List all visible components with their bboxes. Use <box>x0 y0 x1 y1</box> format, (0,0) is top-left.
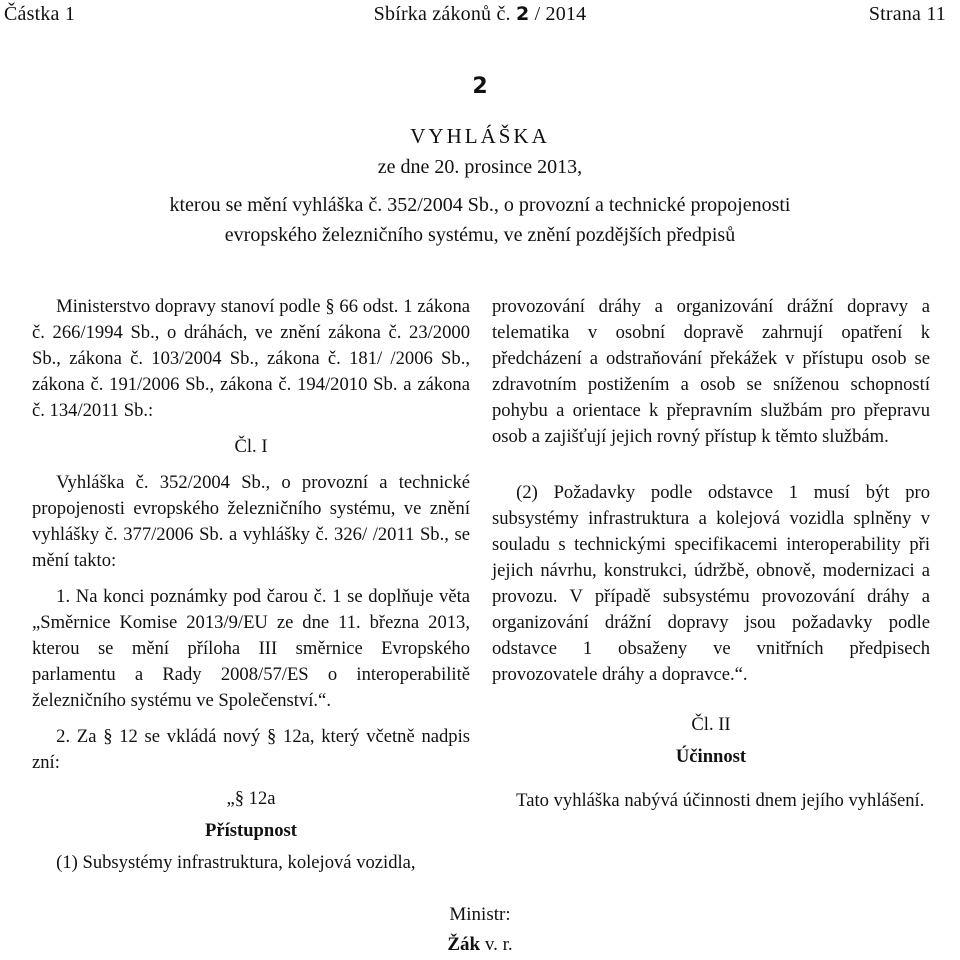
amendment-point-1: 1. Na konci poznámky pod čarou č. 1 se doplňuje věta „Směrnice Komise 2013/9/EU ze dne 11. března 2013, kterou se mění příloha III směrnice Evropského parlamentu a Rady 2008/57/ES o interoperabilitě železničního systému ve Společenství.“. <box>32 586 470 711</box>
header-collection <box>0 3 960 26</box>
section-12a-paragraph-2: (2) Požadavky podle odstavce 1 musí být pro subsystémy infrastruktura a kolejová vozidla splněny v souladu s technickými specifikacemi interoperability při jejich návrhu, konstrukci, údržbě, obnově, modernizaci a provozu. V případě subsystému provozování dráhy a organizování drážní dopravy jsou požadavky podle odstavce 1 obsaženy ve vnitřních předpisech provozovatele dráhy a dopravce.“. <box>492 482 930 685</box>
document-date: ze dne 20. prosince 2013, <box>377 156 583 178</box>
left-column <box>32 294 470 876</box>
header-collection-title: Sbírka zákonů č. <box>373 3 511 25</box>
amendment-point-2: 2. Za § 12 se vkládá nový § 12a, který včetně nadpis zní: <box>32 726 470 773</box>
accessibility-heading: Přístupnost <box>205 820 297 841</box>
effect-heading: Účinnost <box>675 746 747 767</box>
article-2-heading: Čl. II <box>691 714 731 735</box>
intro-paragraph: Ministerstvo dopravy stanoví podle § 66 odst. 1 zákona č. 266/1994 Sb., o dráhách, ve znění zákona č. 23/2000 Sb., zákona č. 103/2004 Sb., zákona č. 181/ /2006 Sb., zákona č. 191/2006 Sb., zákona č. 194/2010 Sb. a zákona č. 134/2011 Sb.: <box>32 296 470 421</box>
signature-suffix: v. r. <box>484 934 513 955</box>
effect-paragraph: Tato vyhláška nabývá účinnosti dnem jejího vyhlášení. <box>516 790 925 811</box>
document-type: VYHLÁŠKA <box>410 124 550 148</box>
section-12a-heading: „§ 12a <box>226 788 276 809</box>
header-collection-number: 2 <box>515 3 530 25</box>
signature <box>0 934 960 956</box>
right-column <box>492 294 930 814</box>
document-subtitle-line-2: evropského železničního systému, ve znění pozdějších předpisů <box>224 224 736 246</box>
document-subtitle-line-1: kterou se mění vyhláška č. 352/2004 Sb., o provozní a technické propojenosti <box>169 194 791 216</box>
article-1-heading: Čl. I <box>234 436 268 457</box>
section-12a-paragraph-1-continued: provozování dráhy a organizování drážní dopravy a telematika v osobní dopravě zahrnují opatření k předcházení a odstraňování překážek v přístupu osob se zdravotním postižením a osob se sníženou schopností pohybu a orientace k přepravním službám pro přepravu osob a zajišťují jejich rovný přístup k těmto službám. <box>492 296 930 447</box>
header-page-number: Strana 11 <box>868 3 946 25</box>
signature-role: Ministr: <box>449 904 511 925</box>
signature-name: Žák <box>447 934 481 955</box>
section-12a-paragraph-1: (1) Subsystémy infrastruktura, kolejová vozidla, <box>56 852 416 873</box>
header-part: Částka 1 <box>4 3 76 25</box>
article-1-paragraph: Vyhláška č. 352/2004 Sb., o provozní a technické propojenosti evropského železničního systému, ve znění vyhlášky č. 377/2006 Sb. a vyhlášky č. 326/ /2011 Sb., se mění takto: <box>32 472 470 571</box>
document-number: 2 <box>472 74 488 99</box>
header-collection-year: / 2014 <box>534 3 587 25</box>
